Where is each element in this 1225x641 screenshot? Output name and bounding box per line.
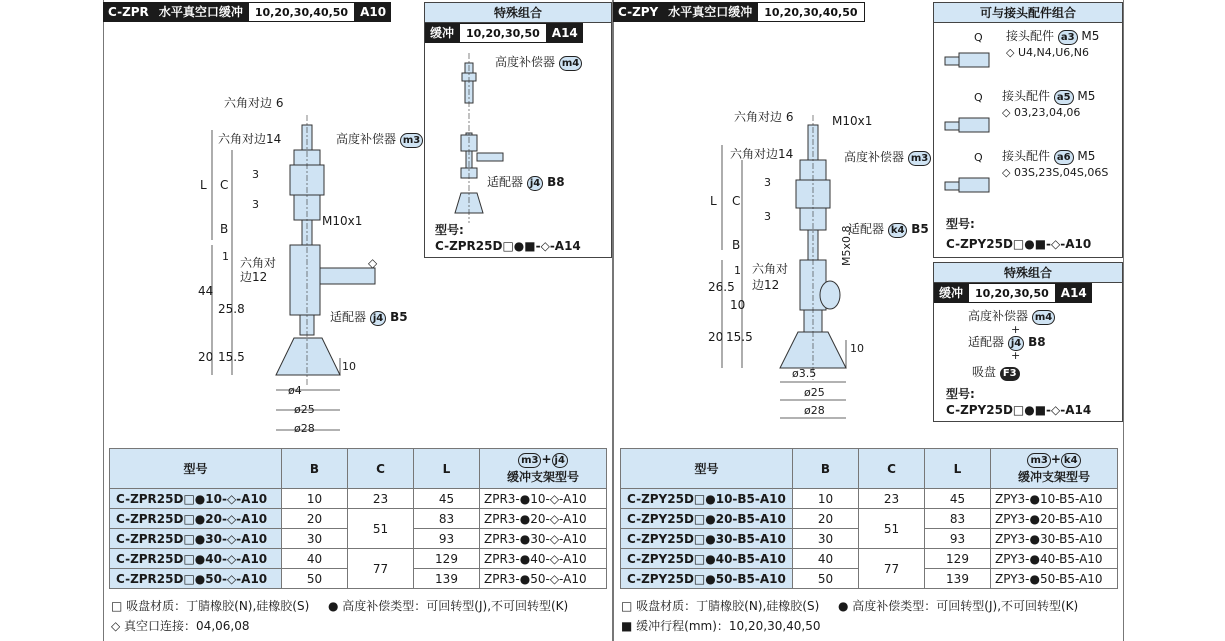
B-cell: 50 [793,569,859,589]
left-special-model: C-ZPR25D□●■-◇-A14 [435,239,581,253]
model-cell: C-ZPY25D□●10-B5-A10 [621,489,793,509]
B-cell: 20 [793,509,859,529]
right-special-adapter [968,335,1046,351]
model-cell: C-ZPR25D□●30-◇-A10 [110,529,282,549]
series-cell: ZPY3-●10-B5-A10 [991,489,1118,509]
left-special-adapter-page: B8 [547,175,565,189]
right-header-title: 水平真空口缓冲 [663,2,757,22]
right-th-code-a: m3 [1027,453,1050,468]
left-d25: ø25 [294,403,315,416]
series-cell: ZPR3-●20-◇-A10 [480,509,607,529]
right-th-B: B [793,449,859,489]
L-cell: 83 [925,509,991,529]
right-dim-155: 15.5 [726,330,753,344]
right-special-pad [972,365,1020,381]
C-cell: 51 [348,509,414,549]
fitting-item-3 [1002,149,1095,165]
left-port: ◇ [368,256,378,270]
right-comp-label: 高度补偿器 [844,150,905,164]
fittings-model-label: 型号: [946,217,975,231]
right-th-series: m3 + k4 缓冲支架型号 [991,449,1118,489]
left-hex6: 六角对边 6 [224,96,284,110]
model-cell: C-ZPY25D□●40-B5-A10 [621,549,793,569]
right-header-strokes: 10,20,30,40,50 [757,2,864,22]
series-cell: ZPR3-●40-◇-A10 [480,549,607,569]
left-special-strokes: 10,20,30,50 [459,23,547,43]
left-comp [336,132,423,148]
left-special-model-label: 型号: [435,223,464,237]
fitting-code: a3 [1058,30,1078,45]
left-dim-3a: 3 [252,168,259,181]
table-row [621,549,1118,569]
left-dim-C: C [220,178,229,192]
right-special-title: 特殊组合 [934,263,1122,283]
fittings-q-1: Q [974,31,983,44]
right-special-plus-2: + [1011,349,1021,362]
right-special-comp-code: m4 [1032,310,1055,325]
fitting-sizes-3: ◇ 03S,23S,04S,06S [1002,166,1109,179]
B-cell: 40 [793,549,859,569]
table-row [110,489,607,509]
right-special-box [933,262,1123,422]
fittings-q-2: Q [974,91,983,104]
right-hex12b: 边12 [752,278,780,292]
left-dim-155: 15.5 [218,350,245,364]
right-m5: M5x0.8 [840,225,853,266]
fitting-code: a5 [1054,90,1074,105]
left-th-code-b: j4 [552,453,568,468]
B-cell: 10 [793,489,859,509]
left-dim-L: L [200,178,207,192]
model-cell: C-ZPR25D□●40-◇-A10 [110,549,282,569]
B-cell: 40 [282,549,348,569]
right-dim-B: B [732,238,741,252]
left-header-strokes: 10,20,30,40,50 [248,2,355,22]
L-cell: 139 [925,569,991,589]
fittings-model: C-ZPY25D□●■-◇-A10 [946,237,1092,251]
left-hex12b: 边12 [240,270,268,284]
left-special-page: A14 [547,23,583,43]
right-special-model-label: 型号: [946,387,975,401]
left-d28: ø28 [294,422,315,435]
right-dim-20: 20 [708,330,724,344]
left-special-buffer-label: 缓冲 [425,23,459,43]
fitting-code: a6 [1054,150,1074,165]
left-header-code: C-ZPR [103,2,154,22]
L-cell: 45 [925,489,991,509]
right-th-code-b: k4 [1061,453,1081,468]
left-special-adapter-code: j4 [527,176,543,191]
right-special-pad-label: 吸盘 [972,365,997,379]
left-note-1: □ 吸盘材质：丁腈橡胶(N),硅橡胶(S) [111,599,310,613]
right-note-1: □ 吸盘材质：丁腈橡胶(N),硅橡胶(S) [621,599,820,613]
left-th-B: B [282,449,348,489]
left-special-adapter [487,175,565,191]
series-cell: ZPR3-●50-◇-A10 [480,569,607,589]
left-dim-44: 44 [198,284,214,298]
left-note-3: ◇ 真空口连接：04,06,08 [111,619,250,633]
fitting-sizes-1: ◇ U4,N4,U6,N6 [1006,46,1089,59]
left-adapter-code: j4 [370,311,386,326]
left-th-L: L [414,449,480,489]
left-dim-B: B [220,222,229,236]
fitting-thread: M5 [1077,149,1096,163]
right-special-page: A14 [1056,283,1092,303]
right-table [620,448,1118,589]
left-table-header [110,449,607,489]
model-cell: C-ZPR25D□●50-◇-A10 [110,569,282,589]
left-th-code-a: m3 [518,453,541,468]
right-special-strokes: 10,20,30,50 [968,283,1056,303]
right-header-code: C-ZPY [613,2,663,22]
L-cell: 139 [414,569,480,589]
left-th-series-label: 缓冲支架型号 [506,470,579,484]
right-hex12a: 六角对 [752,262,789,276]
right-special-adapter-page: B8 [1028,335,1046,349]
model-cell: C-ZPR25D□●20-◇-A10 [110,509,282,529]
left-adapter-label: 适配器 [330,310,367,324]
left-thread: M10x1 [322,214,363,228]
L-cell: 93 [414,529,480,549]
left-header-title: 水平真空口缓冲 [154,2,248,22]
B-cell: 10 [282,489,348,509]
right-th-C: C [859,449,925,489]
series-cell: ZPY3-●50-B5-A10 [991,569,1118,589]
model-cell: C-ZPY25D□●20-B5-A10 [621,509,793,529]
left-th-C: C [348,449,414,489]
right-th-model: 型号 [621,449,793,489]
left-table [109,448,607,589]
right-fittings-box [933,2,1123,258]
left-adapter [330,310,408,326]
left-special-comp-label: 高度补偿器 [495,55,556,69]
right-header [613,2,865,22]
C-cell: 23 [348,489,414,509]
table-row [621,509,1118,529]
left-comp-code: m3 [400,133,423,148]
right-hex6: 六角对边 6 [734,110,794,124]
fitting-item-1 [1006,29,1099,45]
left-dim-1: 1 [222,250,229,263]
L-cell: 129 [414,549,480,569]
right-special-adapter-label: 适配器 [968,335,1005,349]
fitting-label: 接头配件 [1002,89,1051,103]
fitting-thread: M5 [1081,29,1100,43]
left-dim-20: 20 [198,350,214,364]
right-special-comp-label: 高度补偿器 [968,309,1029,323]
model-cell: C-ZPY25D□●50-B5-A10 [621,569,793,589]
table-row [110,509,607,529]
C-cell: 51 [859,509,925,549]
right-dim-C: C [732,194,741,208]
left-adapter-page: B5 [390,310,408,324]
table-row [110,549,607,569]
left-special-adapter-label: 适配器 [487,175,524,189]
right-adapter-page: B5 [911,222,929,236]
left-dim-258: 25.8 [218,302,245,316]
fittings-q-3: Q [974,151,983,164]
left-th-series: m3 + j4 缓冲支架型号 [480,449,607,489]
right-table-header [621,449,1118,489]
left-special-comp [495,55,582,71]
series-cell: ZPR3-●10-◇-A10 [480,489,607,509]
model-cell: C-ZPY25D□●30-B5-A10 [621,529,793,549]
series-cell: ZPY3-●40-B5-A10 [991,549,1118,569]
right-dim-1: 1 [734,264,741,277]
table-row [621,489,1118,509]
right-dim-265: 26.5 [708,280,735,294]
right-comp-code: m3 [908,151,931,166]
fitting-thread: M5 [1077,89,1096,103]
fitting-label: 接头配件 [1006,29,1055,43]
right-d25: ø25 [804,386,825,399]
right-d28: ø28 [804,404,825,417]
left-header-page: A10 [355,2,391,22]
L-cell: 129 [925,549,991,569]
right-comp [844,150,931,166]
right-note-2: ● 高度补偿类型：可回转型(J),不可回转型(K) [838,599,1079,613]
series-cell: ZPY3-●30-B5-A10 [991,529,1118,549]
left-dim-3b: 3 [252,198,259,211]
left-hex12a: 六角对 [240,256,277,270]
model-cell: C-ZPR25D□●10-◇-A10 [110,489,282,509]
C-cell: 77 [859,549,925,589]
left-special-title: 特殊组合 [425,3,611,23]
right-note-3: ■ 缓冲行程(mm)：10,20,30,40,50 [621,619,821,633]
B-cell: 30 [282,529,348,549]
right-fittings-title: 可与接头配件组合 [934,3,1122,23]
right-d35: ø3.5 [792,367,817,380]
right-adapter [848,222,929,238]
right-adapter-code: k4 [888,223,908,238]
B-cell: 20 [282,509,348,529]
right-dim-3b: 3 [764,210,771,223]
left-dim-10: 10 [342,360,356,373]
series-cell: ZPR3-●30-◇-A10 [480,529,607,549]
left-note-2: ● 高度补偿类型：可回转型(J),不可回转型(K) [328,599,569,613]
right-thread: M10x1 [832,114,873,128]
right-special-pad-code: F3 [1000,367,1020,381]
fitting-label: 接头配件 [1002,149,1051,163]
left-special-comp-code: m4 [559,56,582,71]
right-th-L: L [925,449,991,489]
L-cell: 83 [414,509,480,529]
B-cell: 30 [793,529,859,549]
right-special-buffer-label: 缓冲 [934,283,968,303]
left-comp-label: 高度补偿器 [336,132,397,146]
left-special-header [425,23,583,43]
left-header [103,2,391,22]
left-hex14: 六角对边14 [218,132,282,146]
right-dim-3a: 3 [764,176,771,189]
series-cell: ZPY3-●20-B5-A10 [991,509,1118,529]
fitting-sizes-2: ◇ 03,23,04,06 [1002,106,1081,119]
L-cell: 93 [925,529,991,549]
right-dim-L: L [710,194,717,208]
fitting-item-2 [1002,89,1095,105]
right-th-series-label: 缓冲支架型号 [1017,470,1090,484]
B-cell: 50 [282,569,348,589]
C-cell: 23 [859,489,925,509]
right-special-plus-1: + [1011,323,1021,336]
left-d4: ø4 [288,384,302,397]
right-hex14: 六角对边14 [730,147,794,161]
right-adapter-label: 适配器 [848,222,885,236]
L-cell: 45 [414,489,480,509]
right-dim-10: 10 [730,298,746,312]
left-th-model: 型号 [110,449,282,489]
C-cell: 77 [348,549,414,589]
left-main-drawing [190,110,490,440]
right-dim-10b: 10 [850,342,864,355]
right-special-model: C-ZPY25D□●■-◇-A14 [946,403,1092,417]
right-special-adapter-code: j4 [1008,336,1024,351]
